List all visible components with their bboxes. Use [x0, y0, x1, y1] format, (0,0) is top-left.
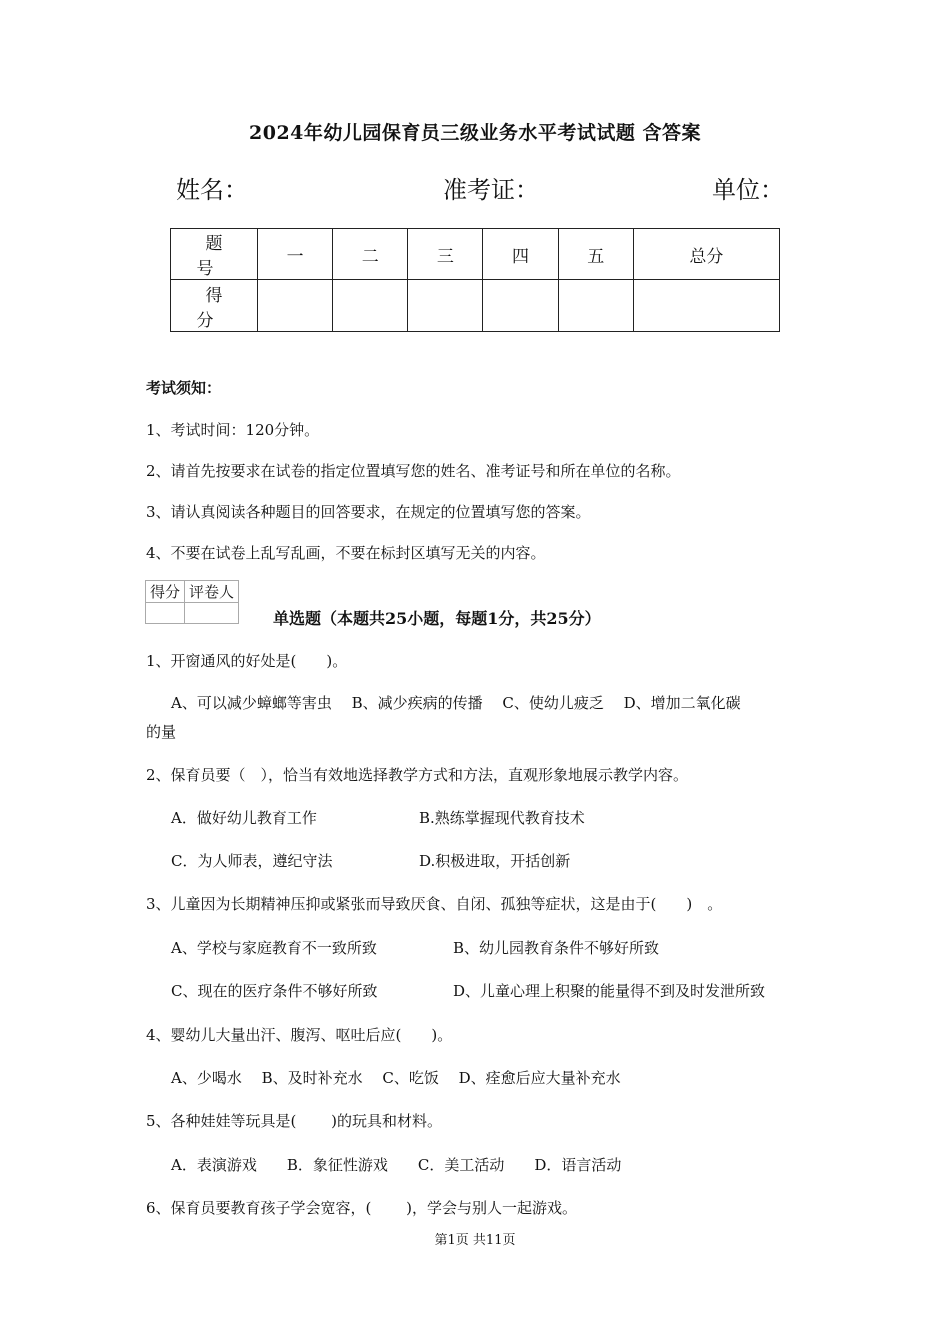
option-b: B.熟练掌握现代教育技术 [419, 809, 585, 827]
column-total: 总分 [633, 229, 779, 280]
score-cell-4 [483, 280, 558, 332]
option-d: D.积极进取，开括创新 [419, 852, 571, 870]
column-2: 二 [333, 229, 408, 280]
notice-item: 1、考试时间：120分钟。 [146, 421, 320, 439]
page-footer: 第1页 共11页 [434, 1233, 516, 1248]
question-stem: 4、婴幼儿大量出汗、腹泻、呕吐后应( )。 [146, 1026, 453, 1044]
score-cell-total [633, 280, 779, 332]
unit-label: 单位： [712, 176, 784, 204]
question-stem: 1、开窗通风的好处是( )。 [146, 652, 348, 670]
column-5: 五 [558, 229, 633, 280]
option-c: C．为人师表，遵纪守法 [171, 852, 333, 870]
question-stem: 3、儿童因为长期精神压抑或紧张而导致厌食、自闭、孤独等症状，这是由于( ) 。 [146, 895, 723, 913]
score-cell-3 [408, 280, 483, 332]
question-options: A、可以减少蟑螂等害虫 B、减少疾病的传播 C、使幼儿疲乏 D、增加二氧化碳 [171, 694, 741, 712]
column-1: 一 [258, 229, 333, 280]
grader-name-label: 评卷人 [185, 581, 239, 603]
score-table-header-row [171, 229, 780, 280]
score-table [170, 228, 780, 332]
question-stem: 6、保育员要教育孩子学会宽容，( )，学会与别人一起游戏。 [146, 1199, 578, 1217]
section-title: 单选题（本题共25小题，每题1分，共25分） [273, 609, 601, 628]
name-label: 姓名： [176, 176, 248, 204]
grader-score-cell [146, 603, 185, 624]
score-cell-2 [333, 280, 408, 332]
question-options: A、少喝水 B、及时补充水 C、吃饭 D、痊愈后应大量补充水 [171, 1069, 621, 1087]
option-d: D、儿童心理上积聚的能量得不到及时发泄所致 [453, 982, 766, 1000]
question-options: A．表演游戏 B．象征性游戏 C．美工活动 D．语言活动 [171, 1156, 622, 1174]
column-4: 四 [483, 229, 558, 280]
column-3: 三 [408, 229, 483, 280]
option-b: B、幼儿园教育条件不够好所致 [453, 939, 660, 957]
option-c: C、现在的医疗条件不够好所致 [171, 982, 378, 1000]
exam-title: 2024年幼儿园保育员三级业务水平考试试题 含答案 [249, 122, 701, 144]
score-table-score-row [171, 280, 780, 332]
notice-item: 3、请认真阅读各种题目的回答要求，在规定的位置填写您的答案。 [146, 503, 591, 521]
exam-number-label: 准考证： [443, 176, 539, 204]
notice-item: 2、请首先按要求在试卷的指定位置填写您的姓名、准考证号和所在单位的名称。 [146, 462, 681, 480]
score-label: 得 分 [171, 280, 258, 332]
option-a: A．做好幼儿教育工作 [171, 809, 317, 827]
question-number-label: 题 号 [171, 229, 258, 280]
score-cell-1 [258, 280, 333, 332]
grader-name-cell [185, 603, 239, 624]
grader-box [145, 580, 239, 624]
option-a: A、学校与家庭教育不一致所致 [171, 939, 377, 957]
question-stem: 2、保育员要（ ），恰当有效地选择教学方式和方法，直观形象地展示教学内容。 [146, 766, 689, 784]
question-options-continued: 的量 [146, 723, 177, 741]
notice-heading: 考试须知： [146, 379, 222, 397]
notice-item: 4、不要在试卷上乱写乱画，不要在标封区填写无关的内容。 [146, 544, 546, 562]
question-stem: 5、各种娃娃等玩具是( )的玩具和材料。 [146, 1112, 443, 1130]
grader-score-label: 得分 [146, 581, 185, 603]
score-cell-5 [558, 280, 633, 332]
